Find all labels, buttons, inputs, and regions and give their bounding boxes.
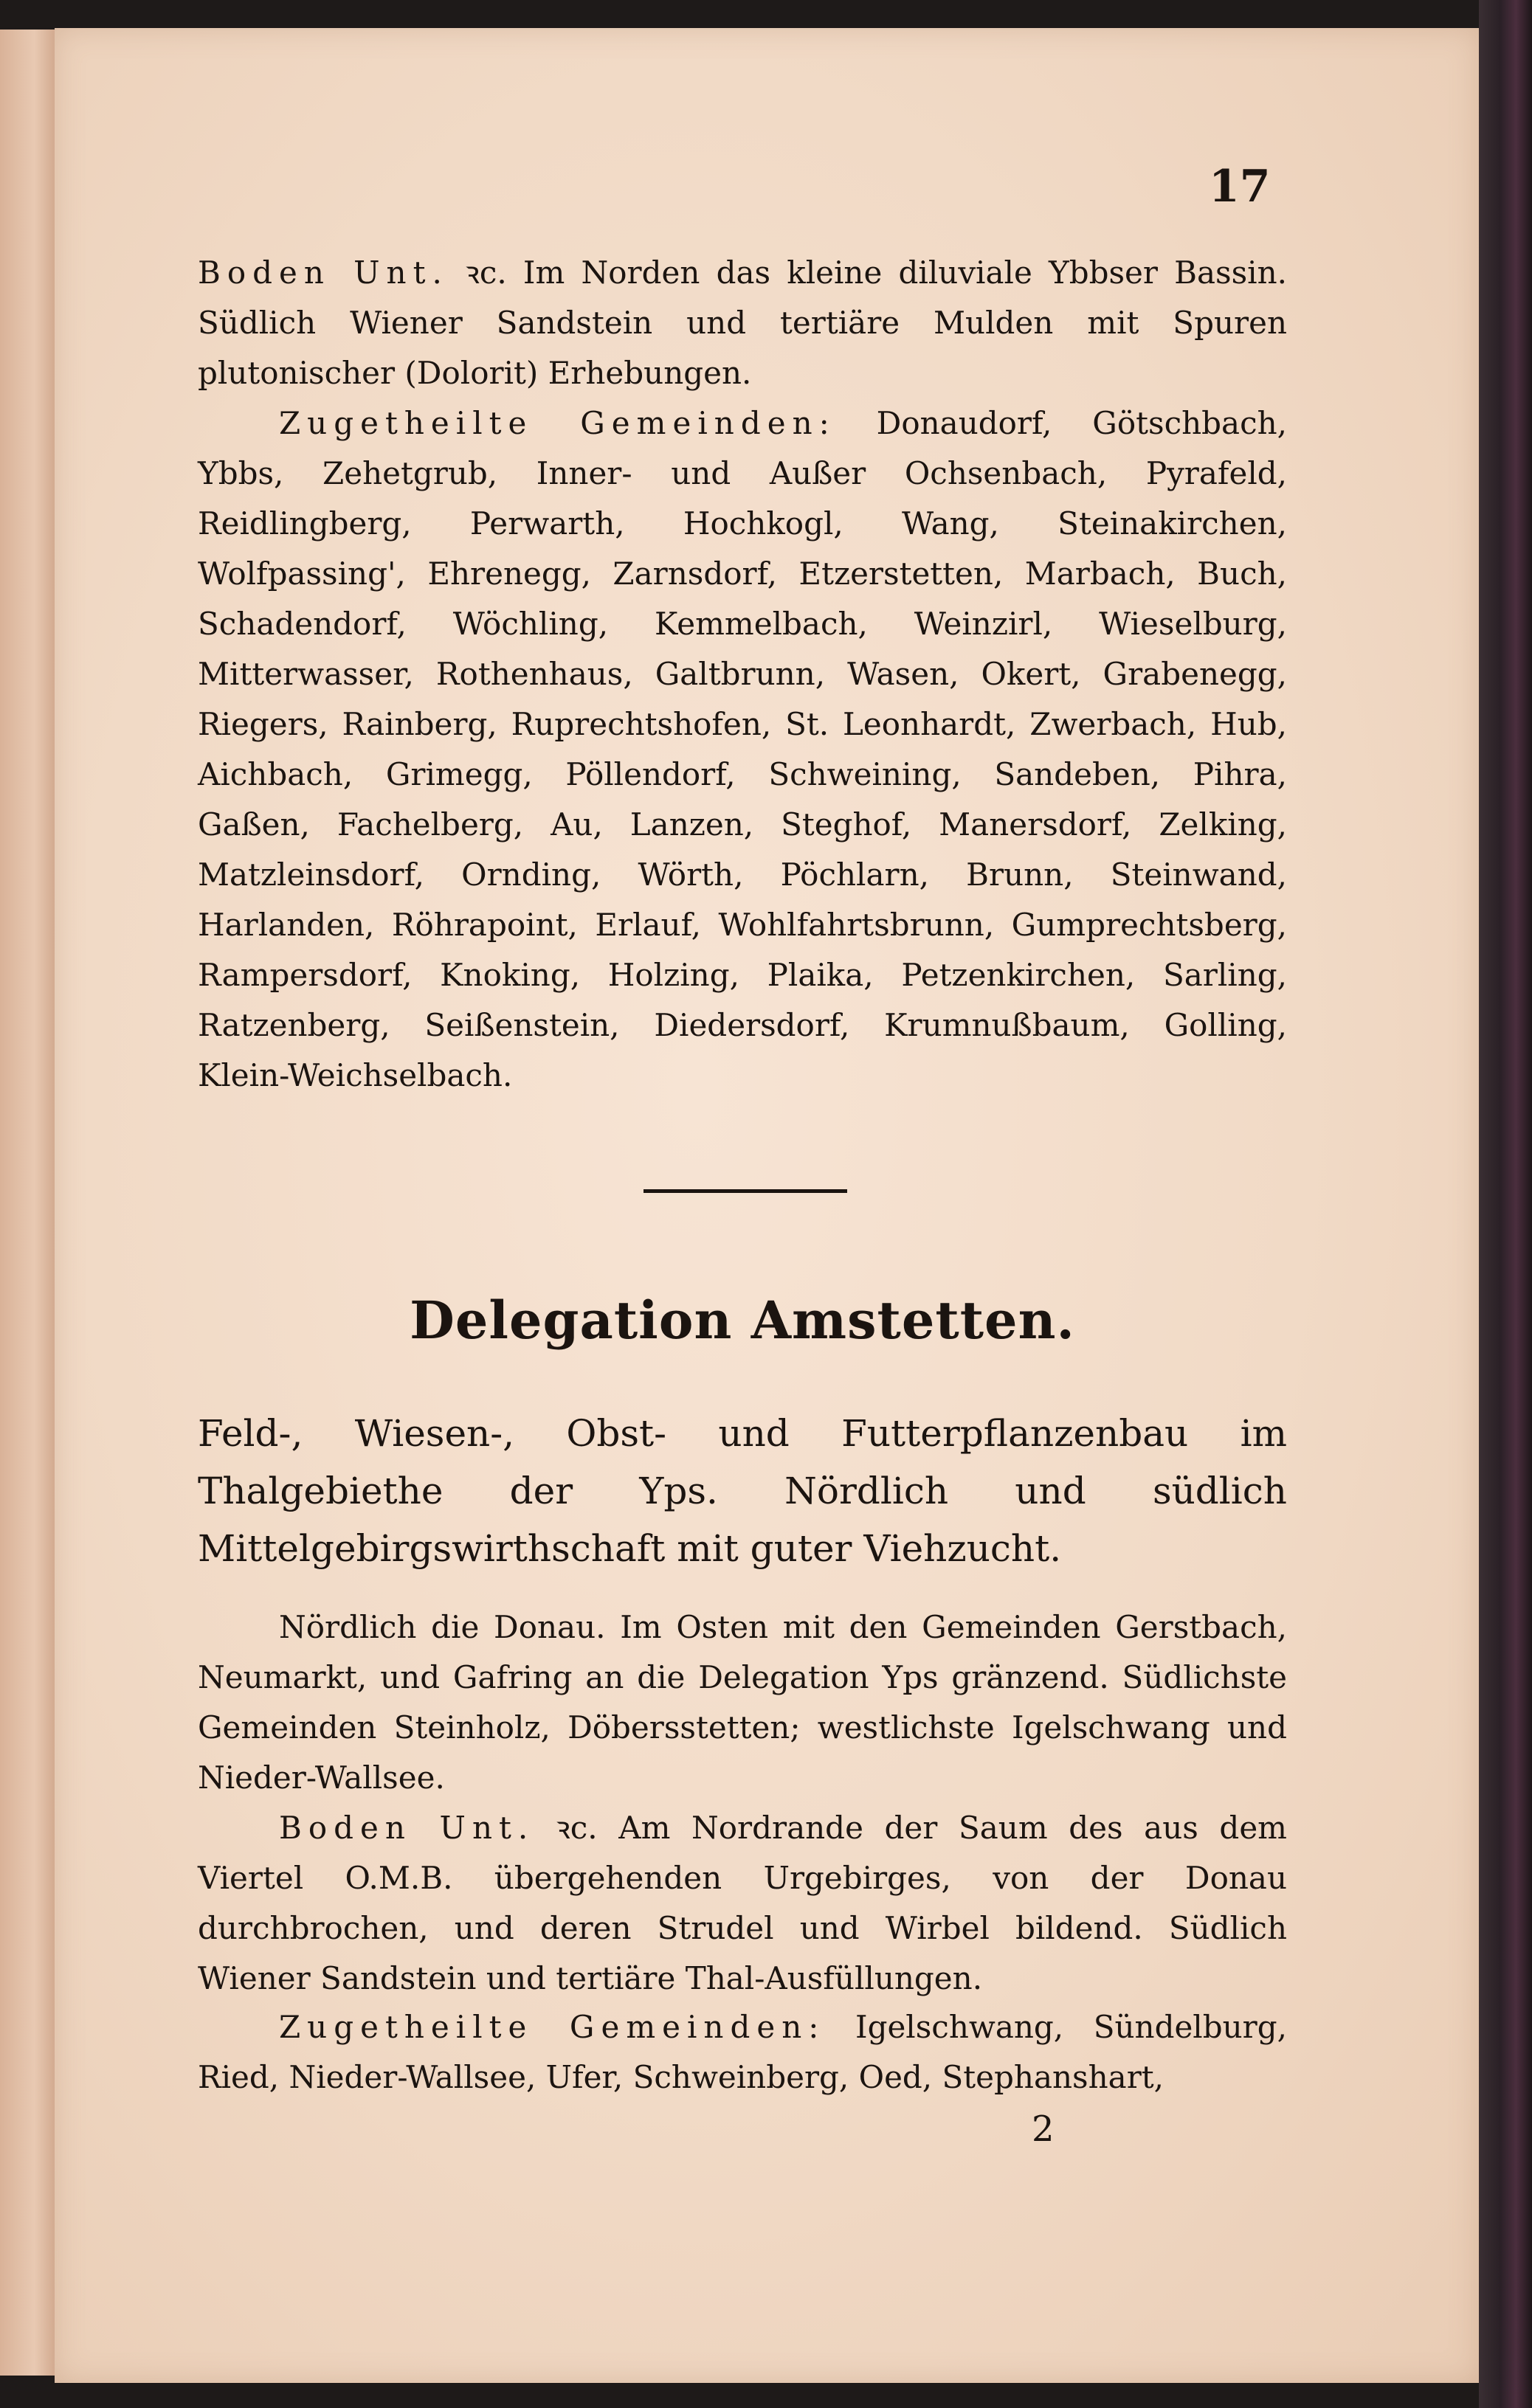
paragraph-gemeinden [198, 2002, 1287, 2103]
page-number: 17 [1209, 161, 1271, 212]
lage-text: Nördlich die Donau. Im Osten mit den Gemeinden Gerstbach, Neumarkt, und Gafring an die Delegation Yps gränzend. Südlichste Gemeinden Steinholz, Döbersstetten; westlichste Igelschwang und Nieder-Wallsee. [198, 1609, 1287, 1796]
previous-page-edge [0, 30, 59, 2376]
paragraph-lage [198, 1602, 1287, 1803]
boden-text: ꝛc. Im Norden das kleine diluviale Ybbser Bassin. Südlich Wiener Sandstein und tertiäre Mulden mit Spuren plutonischer (Dolorit) Erhebungen. [198, 255, 1287, 391]
gemeinden-label: Zugetheilte Gemeinden: [279, 2009, 826, 2045]
gemeinden-list: Donaudorf, Götschbach, Ybbs, Zehetgrub, Inner- und Außer Ochsenbach, Pyrafeld, Reidlingberg, Perwarth, Hochkogl, Wang, Steinakirchen, Wolfpassing', Ehrenegg, Zarnsdorf, Etzerstetten, Marbach, Buch, Schadendorf, Wöchling, Kemmelbach, Weinzirl, Wieselburg, Mitterwasser, Rothenhaus, Galtbrunn, Wasen, Okert, Grabenegg, Riegers, Rainberg, Ruprechtshofen, St. Leonhardt, Zwerbach, Hub, Aichbach, Grimegg, Pöllendorf, Schweining, Sandeben, Pihra, Gaßen, Fachelberg, Au, Lanzen, Steghof, Manersdorf, Zelking, Matzleinsdorf, Ornding, Wörth, Pöchlarn, Brunn, Steinwand, Harlanden, Röhrapoint, Erlauf, Wohlfahrtsbrunn, Gumprechtsberg, Rampersdorf, Knoking, Holzing, Plaika, Petzenkirchen, Sarling, Ratzenberg, Seißenstein, Diedersdorf, Krumnußbaum, Golling, Klein-Weichselbach. [198, 405, 1287, 1093]
section-subtitle: Feld-, Wiesen-, Obst- und Futterpflanzenbau im Thalgebiethe der Yps. Nördlich und südlich Mittelgebirgswirthschaft mit guter Viehzucht. [198, 1412, 1287, 1570]
book-binding [1479, 0, 1532, 2408]
paragraph-boden-prev [198, 248, 1287, 398]
gemeinden-label: Zugetheilte Gemeinden: [279, 405, 836, 441]
boden-label: Boden Unt. [198, 255, 449, 291]
section-divider [643, 1189, 847, 1193]
paragraph-boden [198, 1803, 1287, 2004]
boden-label: Boden Unt. [279, 1810, 535, 1846]
signature-mark: 2 [1032, 2108, 1055, 2150]
boden-text: ꝛc. Am Nordrande der Saum des aus dem Viertel O.M.B. übergehenden Urgebirges, von der Donau durchbrochen, und deren Strudel und Wirbel bildend. Südlich Wiener Sandstein und tertiäre Thal-Ausfüllungen. [198, 1810, 1287, 1996]
paragraph-gemeinden-prev [198, 398, 1287, 1101]
gemeinden-list: Igelschwang, Sündelburg, Ried, Nieder-Wallsee, Ufer, Schweinberg, Oed, Stephanshart, [198, 2009, 1287, 2095]
section-title: Delegation Amstetten. [410, 1290, 1075, 1351]
